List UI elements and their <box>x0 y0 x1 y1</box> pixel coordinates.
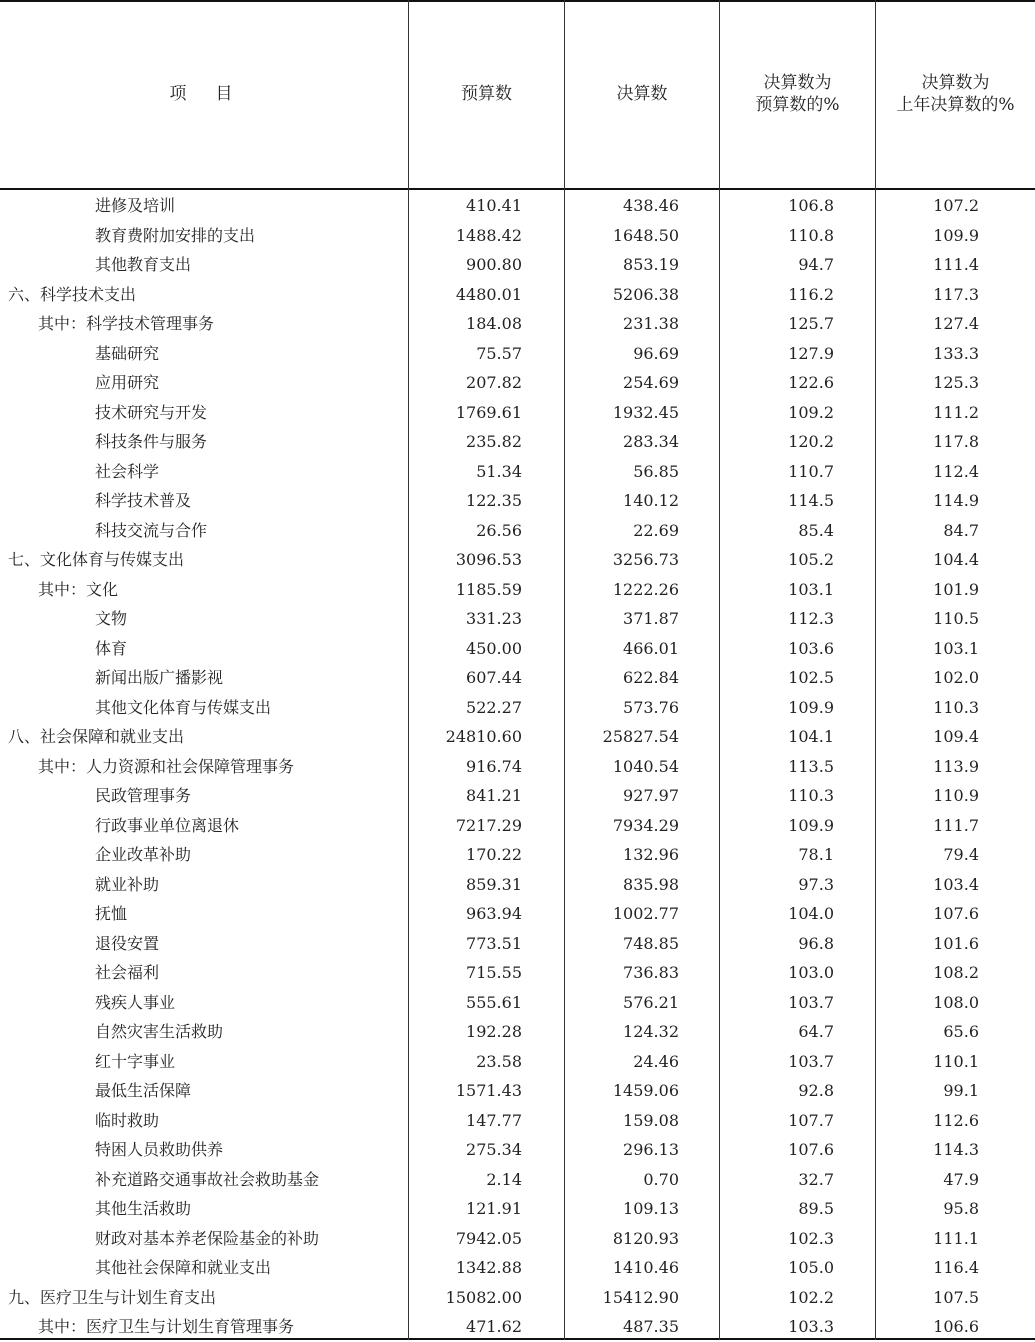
row-pct-prev: 112.4 <box>933 461 979 481</box>
row-budget: 900.80 <box>466 255 522 274</box>
header-pct-prev-line2: 上年决算数的% <box>896 95 1015 115</box>
row-item-name: 社会科学 <box>95 461 160 481</box>
row-item-name: 企业改革补助 <box>95 845 192 864</box>
row-budget: 192.28 <box>466 1022 522 1041</box>
row-budget: 207.82 <box>466 373 522 392</box>
row-pct-prev: 111.2 <box>933 402 979 422</box>
table-row <box>0 545 1035 575</box>
row-item-name: 其他生活救助 <box>95 1199 192 1218</box>
row-final: 1459.06 <box>612 1081 679 1100</box>
row-final: 109.13 <box>623 1199 679 1218</box>
row-final: 159.08 <box>623 1110 679 1130</box>
row-final: 1040.54 <box>612 756 679 776</box>
row-item-name: 七、文化体育与传媒支出 <box>8 550 185 569</box>
row-item-name: 科学技术普及 <box>95 491 192 510</box>
row-pct-prev: 79.4 <box>943 845 979 864</box>
row-pct-budget: 102.2 <box>788 1287 834 1307</box>
row-pct-prev: 109.9 <box>933 225 979 245</box>
row-budget: 15082.00 <box>445 1287 522 1307</box>
table-row <box>0 840 1035 870</box>
row-pct-prev: 65.6 <box>943 1022 979 1041</box>
table-row <box>0 368 1035 398</box>
header-bottom-border <box>0 188 1035 190</box>
header-pct-prev <box>876 0 1035 188</box>
row-item-name: 抚恤 <box>95 904 128 923</box>
row-pct-budget: 127.9 <box>788 343 834 363</box>
header-final <box>565 0 719 188</box>
row-final: 25827.54 <box>602 727 679 746</box>
row-final: 5206.38 <box>612 284 679 304</box>
row-pct-prev: 101.9 <box>933 579 979 599</box>
row-pct-budget: 78.1 <box>798 845 834 864</box>
row-item-name: 其他教育支出 <box>95 255 192 274</box>
table-row <box>0 870 1035 900</box>
row-pct-budget: 103.1 <box>788 579 834 599</box>
row-item-name: 红十字事业 <box>95 1051 176 1071</box>
row-final: 1932.45 <box>612 402 679 422</box>
table-row <box>0 398 1035 428</box>
row-item-name: 自然灾害生活救助 <box>95 1022 224 1041</box>
row-budget: 963.94 <box>466 904 522 923</box>
row-item-name: 应用研究 <box>95 373 160 392</box>
table-row <box>0 1165 1035 1195</box>
row-final: 835.98 <box>623 874 679 894</box>
table-row <box>0 191 1035 221</box>
row-final: 140.12 <box>623 491 679 510</box>
row-budget: 471.62 <box>466 1317 522 1336</box>
row-final: 254.69 <box>623 373 679 392</box>
row-budget: 450.00 <box>466 638 522 658</box>
table-row <box>0 486 1035 516</box>
table-row <box>0 1135 1035 1165</box>
header-pct-budget-line1: 决算数为 <box>763 73 832 93</box>
row-pct-prev: 110.3 <box>933 697 979 717</box>
row-pct-prev: 110.1 <box>933 1051 979 1071</box>
row-pct-prev: 102.0 <box>933 668 979 687</box>
row-final: 15412.90 <box>602 1287 679 1307</box>
row-pct-budget: 110.7 <box>788 461 834 481</box>
header-pct-prev-line1: 决算数为 <box>921 73 990 93</box>
row-final: 1002.77 <box>612 904 679 923</box>
row-budget: 1488.42 <box>455 225 522 245</box>
row-pct-budget: 92.8 <box>798 1081 834 1100</box>
row-pct-prev: 101.6 <box>933 933 979 953</box>
row-item-name: 教育费附加安排的支出 <box>95 225 256 245</box>
row-budget: 522.27 <box>466 697 522 717</box>
row-final: 0.70 <box>643 1169 679 1189</box>
row-pct-prev: 109.4 <box>933 727 979 746</box>
row-pct-prev: 111.1 <box>933 1228 979 1248</box>
row-pct-budget: 103.3 <box>788 1317 834 1336</box>
row-budget: 51.34 <box>476 461 522 481</box>
row-budget: 26.56 <box>476 520 522 540</box>
row-pct-budget: 102.3 <box>788 1228 834 1248</box>
row-budget: 715.55 <box>466 963 522 982</box>
row-pct-budget: 104.0 <box>788 904 834 923</box>
row-pct-budget: 104.1 <box>788 727 834 746</box>
row-pct-prev: 108.2 <box>933 963 979 982</box>
table-row <box>0 339 1035 369</box>
table-row <box>0 1283 1035 1313</box>
row-final: 927.97 <box>623 786 679 805</box>
row-final: 466.01 <box>623 638 679 658</box>
row-item-name: 其中：医疗卫生与计划生育管理事务 <box>38 1317 295 1336</box>
row-budget: 4480.01 <box>455 284 522 304</box>
row-final: 1410.46 <box>612 1258 679 1277</box>
table-row <box>0 899 1035 929</box>
row-pct-prev: 108.0 <box>933 992 979 1012</box>
row-final: 573.76 <box>623 697 679 717</box>
row-budget: 916.74 <box>466 756 522 776</box>
table-row <box>0 250 1035 280</box>
row-pct-prev: 104.4 <box>933 550 979 569</box>
row-item-name: 技术研究与开发 <box>95 402 208 422</box>
row-pct-prev: 103.1 <box>933 638 979 658</box>
row-pct-budget: 105.2 <box>788 550 834 569</box>
row-item-name: 就业补助 <box>95 874 160 894</box>
row-budget: 331.23 <box>466 609 522 628</box>
row-pct-prev: 110.5 <box>933 609 979 628</box>
row-final: 487.35 <box>623 1317 679 1336</box>
row-budget: 1342.88 <box>455 1258 522 1277</box>
row-pct-budget: 102.5 <box>788 668 834 687</box>
row-pct-budget: 32.7 <box>798 1169 834 1189</box>
row-budget: 607.44 <box>466 668 522 687</box>
row-final: 1222.26 <box>612 579 679 599</box>
row-final: 748.85 <box>623 933 679 953</box>
row-pct-prev: 117.8 <box>933 432 979 451</box>
row-budget: 275.34 <box>466 1140 522 1159</box>
row-item-name: 残疾人事业 <box>95 992 176 1012</box>
table-row <box>0 988 1035 1018</box>
row-item-name: 科技条件与服务 <box>95 432 208 451</box>
row-pct-budget: 125.7 <box>788 314 834 333</box>
row-item-name: 其中：文化 <box>38 579 119 599</box>
row-pct-prev: 110.9 <box>933 786 979 805</box>
row-final: 371.87 <box>623 609 679 628</box>
row-final: 296.13 <box>623 1140 679 1159</box>
row-pct-budget: 109.2 <box>788 402 834 422</box>
row-budget: 122.35 <box>466 491 522 510</box>
table-row <box>0 280 1035 310</box>
row-pct-prev: 125.3 <box>933 373 979 392</box>
row-item-name: 特困人员救助供养 <box>95 1140 224 1159</box>
row-pct-prev: 112.6 <box>933 1110 979 1130</box>
row-item-name: 其中：科学技术管理事务 <box>38 314 215 333</box>
row-budget: 235.82 <box>466 432 522 451</box>
row-budget: 3096.53 <box>455 550 522 569</box>
table-row <box>0 604 1035 634</box>
row-pct-budget: 103.0 <box>788 963 834 982</box>
header-pct-budget <box>720 0 875 188</box>
row-item-name: 九、医疗卫生与计划生育支出 <box>8 1287 217 1307</box>
row-budget: 7217.29 <box>455 815 522 835</box>
table-body <box>0 191 1035 1342</box>
row-item-name: 其他文化体育与传媒支出 <box>95 697 272 717</box>
row-item-name: 最低生活保障 <box>95 1081 192 1100</box>
table-row <box>0 1106 1035 1136</box>
row-pct-prev: 99.1 <box>943 1081 979 1100</box>
row-final: 3256.73 <box>612 550 679 569</box>
row-pct-prev: 107.5 <box>933 1287 979 1307</box>
row-pct-budget: 122.6 <box>788 373 834 392</box>
row-budget: 147.77 <box>466 1110 522 1130</box>
header-pct-budget-line2: 预算数的% <box>755 95 840 115</box>
row-pct-budget: 103.7 <box>788 992 834 1012</box>
row-final: 56.85 <box>633 461 679 481</box>
row-budget: 841.21 <box>466 786 522 805</box>
row-item-name: 其他社会保障和就业支出 <box>95 1258 272 1277</box>
row-item-name: 文物 <box>95 609 128 628</box>
row-pct-budget: 96.8 <box>798 933 834 953</box>
row-final: 8120.93 <box>612 1228 679 1248</box>
row-final: 96.69 <box>633 343 679 363</box>
row-budget: 121.91 <box>466 1199 522 1218</box>
row-item-name: 财政对基本养老保险基金的补助 <box>95 1228 320 1248</box>
row-item-name: 八、社会保障和就业支出 <box>8 727 185 746</box>
row-pct-budget: 64.7 <box>798 1022 834 1041</box>
table-row <box>0 929 1035 959</box>
row-pct-prev: 47.9 <box>943 1169 979 1189</box>
row-final: 576.21 <box>623 992 679 1012</box>
row-pct-prev: 127.4 <box>933 314 979 333</box>
header-item-label: 项 目 <box>169 84 239 104</box>
row-pct-budget: 114.5 <box>788 491 834 510</box>
row-budget: 1769.61 <box>455 402 522 422</box>
row-final: 231.38 <box>623 314 679 333</box>
row-pct-prev: 114.3 <box>933 1140 979 1159</box>
table-row <box>0 1017 1035 1047</box>
table-row <box>0 634 1035 664</box>
row-budget: 1185.59 <box>455 579 522 599</box>
row-item-name: 其中：人力资源和社会保障管理事务 <box>38 756 295 776</box>
row-item-name: 六、科学技术支出 <box>8 284 137 304</box>
row-pct-prev: 113.9 <box>933 756 979 776</box>
row-budget: 2.14 <box>486 1169 522 1189</box>
table-row <box>0 575 1035 605</box>
table-row <box>0 663 1035 693</box>
row-pct-budget: 116.2 <box>788 284 834 304</box>
row-pct-budget: 107.6 <box>788 1140 834 1159</box>
table-row <box>0 427 1035 457</box>
row-budget: 773.51 <box>466 933 522 953</box>
row-final: 124.32 <box>623 1022 679 1041</box>
table-row <box>0 1224 1035 1254</box>
row-final: 24.46 <box>633 1051 679 1071</box>
row-pct-budget: 94.7 <box>798 255 834 274</box>
row-final: 853.19 <box>623 255 679 274</box>
row-final: 736.83 <box>623 963 679 982</box>
row-pct-budget: 112.3 <box>788 609 834 628</box>
row-pct-prev: 111.7 <box>933 815 979 835</box>
row-pct-budget: 109.9 <box>788 697 834 717</box>
row-item-name: 退役安置 <box>95 933 160 953</box>
table-row <box>0 1312 1035 1342</box>
row-pct-prev: 117.3 <box>933 284 979 304</box>
row-budget: 24810.60 <box>445 727 522 746</box>
row-budget: 410.41 <box>466 196 522 215</box>
row-budget: 23.58 <box>476 1051 522 1071</box>
table-row <box>0 1253 1035 1283</box>
row-item-name: 补充道路交通事故社会救助基金 <box>95 1169 320 1189</box>
row-pct-budget: 110.3 <box>788 786 834 805</box>
row-item-name: 临时救助 <box>95 1110 160 1130</box>
row-budget: 170.22 <box>466 845 522 864</box>
row-pct-prev: 111.4 <box>933 255 979 274</box>
table-row <box>0 722 1035 752</box>
row-pct-budget: 106.8 <box>788 196 834 215</box>
header-budget-label: 预算数 <box>461 84 512 104</box>
row-pct-prev: 107.2 <box>933 196 979 215</box>
row-pct-budget: 109.9 <box>788 815 834 835</box>
row-final: 7934.29 <box>612 815 679 835</box>
table-row <box>0 309 1035 339</box>
table-row <box>0 958 1035 988</box>
row-budget: 75.57 <box>476 343 522 363</box>
header-final-label: 决算数 <box>616 84 668 104</box>
row-pct-prev: 103.4 <box>933 874 979 894</box>
row-pct-prev: 114.9 <box>933 491 979 510</box>
row-budget: 555.61 <box>466 992 522 1012</box>
table-row <box>0 457 1035 487</box>
row-pct-prev: 133.3 <box>933 343 979 363</box>
row-pct-budget: 110.8 <box>788 225 834 245</box>
row-pct-budget: 120.2 <box>788 432 834 451</box>
table-row <box>0 781 1035 811</box>
row-item-name: 社会福利 <box>95 963 160 982</box>
table-row <box>0 516 1035 546</box>
table-row <box>0 1076 1035 1106</box>
row-final: 22.69 <box>633 520 679 540</box>
row-item-name: 进修及培训 <box>95 196 176 215</box>
row-pct-budget: 107.7 <box>788 1110 834 1130</box>
row-item-name: 行政事业单位离退休 <box>95 815 240 835</box>
row-pct-prev: 116.4 <box>933 1258 979 1277</box>
header-item <box>0 0 408 188</box>
row-item-name: 科技交流与合作 <box>95 520 208 540</box>
row-final: 283.34 <box>623 432 679 451</box>
row-pct-prev: 84.7 <box>943 520 979 540</box>
row-pct-budget: 113.5 <box>788 756 834 776</box>
row-pct-prev: 106.6 <box>933 1317 979 1336</box>
row-item-name: 民政管理事务 <box>95 786 192 805</box>
row-final: 132.96 <box>623 845 679 864</box>
row-budget: 184.08 <box>466 314 522 333</box>
row-item-name: 新闻出版广播影视 <box>95 668 224 687</box>
row-pct-prev: 107.6 <box>933 904 979 923</box>
row-pct-budget: 89.5 <box>798 1199 834 1218</box>
table-row <box>0 811 1035 841</box>
row-pct-budget: 103.6 <box>788 638 834 658</box>
row-final: 1648.50 <box>612 225 679 245</box>
row-budget: 1571.43 <box>455 1081 522 1100</box>
row-budget: 859.31 <box>466 874 522 894</box>
row-item-name: 基础研究 <box>95 343 160 363</box>
row-final: 438.46 <box>623 196 679 215</box>
table-row <box>0 221 1035 251</box>
table-row <box>0 1194 1035 1224</box>
row-pct-budget: 103.7 <box>788 1051 834 1071</box>
table-row <box>0 1047 1035 1077</box>
row-pct-budget: 105.0 <box>788 1258 834 1277</box>
row-budget: 7942.05 <box>455 1228 522 1248</box>
row-item-name: 体育 <box>95 638 128 658</box>
row-pct-budget: 85.4 <box>798 520 834 540</box>
header-budget <box>409 0 564 188</box>
row-pct-prev: 95.8 <box>943 1199 979 1218</box>
row-pct-budget: 97.3 <box>798 874 834 894</box>
table-row <box>0 752 1035 782</box>
row-final: 622.84 <box>623 668 679 687</box>
table-row <box>0 693 1035 723</box>
